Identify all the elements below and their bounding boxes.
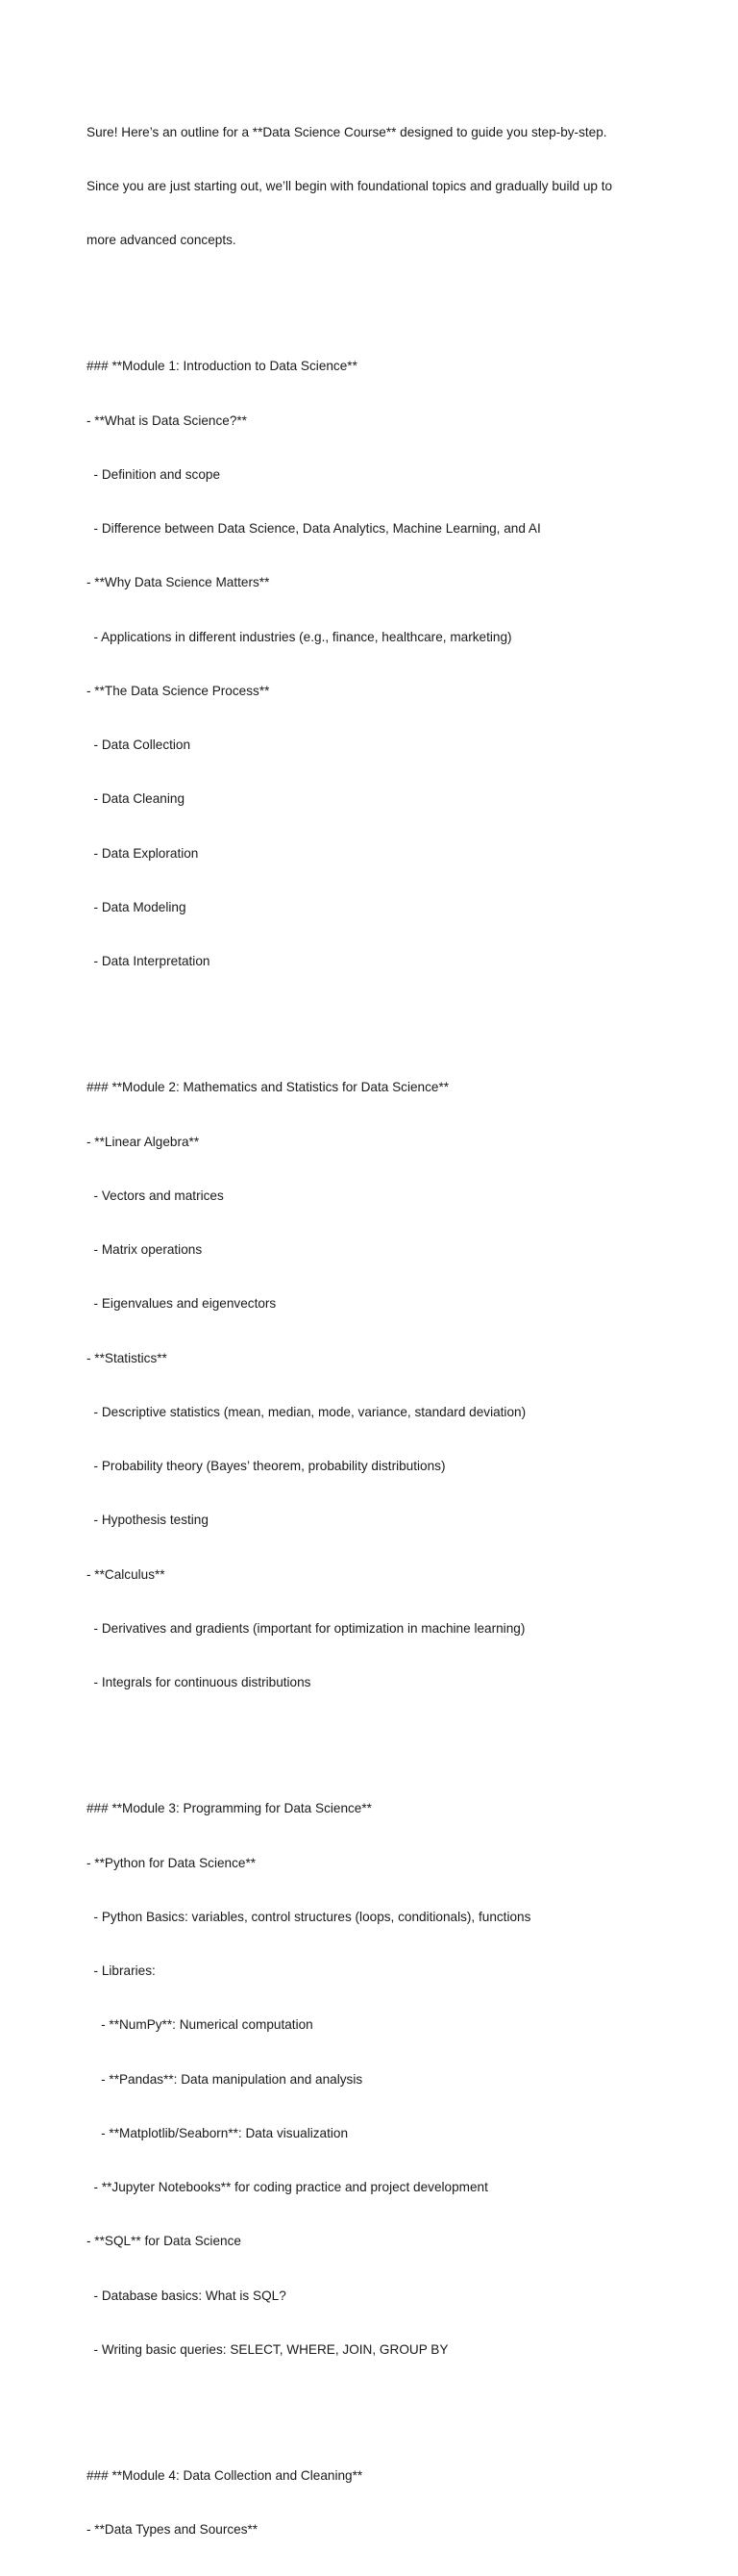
topic-item: - **Statistics** [86, 1350, 167, 1365]
subtopic-item: - Data Modeling [86, 899, 186, 914]
subtopic-item: - **Jupyter Notebooks** for coding practice and project development [86, 2180, 488, 2194]
subtopic-item: - Hypothesis testing [86, 1513, 209, 1528]
subtopic-item: - Data Cleaning [86, 791, 185, 807]
subtopic-item: - Derivatives and gradients (important for optimization in machine learning) [86, 1620, 526, 1636]
subtopic-item: - Integrals for continuous distributions [86, 1675, 311, 1689]
topic-item: - **What is Data Science?** [86, 413, 247, 428]
module-heading: ### **Module 3: Programming for Data Science** [86, 1801, 372, 1816]
topic-item: - **Why Data Science Matters** [86, 575, 270, 590]
subtopic-item: - Data Collection [86, 738, 191, 752]
subtopic-item: - Database basics: What is SQL? [86, 2288, 286, 2303]
blank-line [86, 2395, 663, 2413]
subtopic-item: - Data Interpretation [86, 954, 210, 968]
subtopic-item: - Python Basics: variables, control structures (loops, conditionals), functions [86, 1909, 531, 1924]
blank-line [86, 286, 663, 304]
subtopic-item: - Data Exploration [86, 845, 199, 861]
topic-item: - **Python for Data Science** [86, 1855, 257, 1870]
topic-item: - **Data Types and Sources** [86, 2522, 258, 2538]
module-heading: ### **Module 4: Data Collection and Cleaning** [86, 2468, 363, 2483]
blank-line [86, 1728, 663, 1746]
subtopic-item: - Eigenvalues and eigenvectors [86, 1296, 277, 1312]
library-item: - **Matplotlib/Seaborn**: Data visualization [86, 2125, 349, 2140]
subtopic-item: - Matrix operations [86, 1242, 203, 1257]
document-body [86, 88, 663, 2576]
subtopic-item: - Difference between Data Science, Data Analytics, Machine Learning, and AI [86, 521, 541, 536]
module-heading: ### **Module 1: Introduction to Data Science** [86, 359, 357, 374]
subtopic-item: - Vectors and matrices [86, 1188, 224, 1203]
subtopic-item: - Libraries: [86, 1963, 156, 1978]
topic-item: - **SQL** for Data Science [86, 2234, 241, 2249]
intro-line: more advanced concepts. [86, 233, 236, 247]
subtopic-item: - Writing basic queries: SELECT, WHERE, JOIN, GROUP BY [86, 2341, 449, 2357]
intro-line: Sure! Here’s an outline for a **Data Science Course** designed to guide you step-by-step. [86, 124, 607, 139]
blank-line [86, 1007, 663, 1025]
module-heading: ### **Module 2: Mathematics and Statistics for Data Science** [86, 1080, 450, 1095]
subtopic-item: - Applications in different industries (e.g., finance, healthcare, marketing) [86, 629, 512, 644]
topic-item: - **Linear Algebra** [86, 1134, 200, 1149]
topic-item: - **Calculus** [86, 1566, 165, 1582]
subtopic-item: - Definition and scope [86, 466, 221, 482]
library-item: - **NumPy**: Numerical computation [86, 2017, 313, 2033]
library-item: - **Pandas**: Data manipulation and analysis [86, 2071, 363, 2087]
subtopic-item: - Probability theory (Bayes’ theorem, probability distributions) [86, 1459, 446, 1473]
subtopic-item: - Descriptive statistics (mean, median, mode, variance, standard deviation) [86, 1404, 527, 1419]
topic-item: - **The Data Science Process** [86, 683, 270, 698]
intro-line: Since you are just starting out, we’ll begin with foundational topics and gradually build up to [86, 178, 613, 193]
